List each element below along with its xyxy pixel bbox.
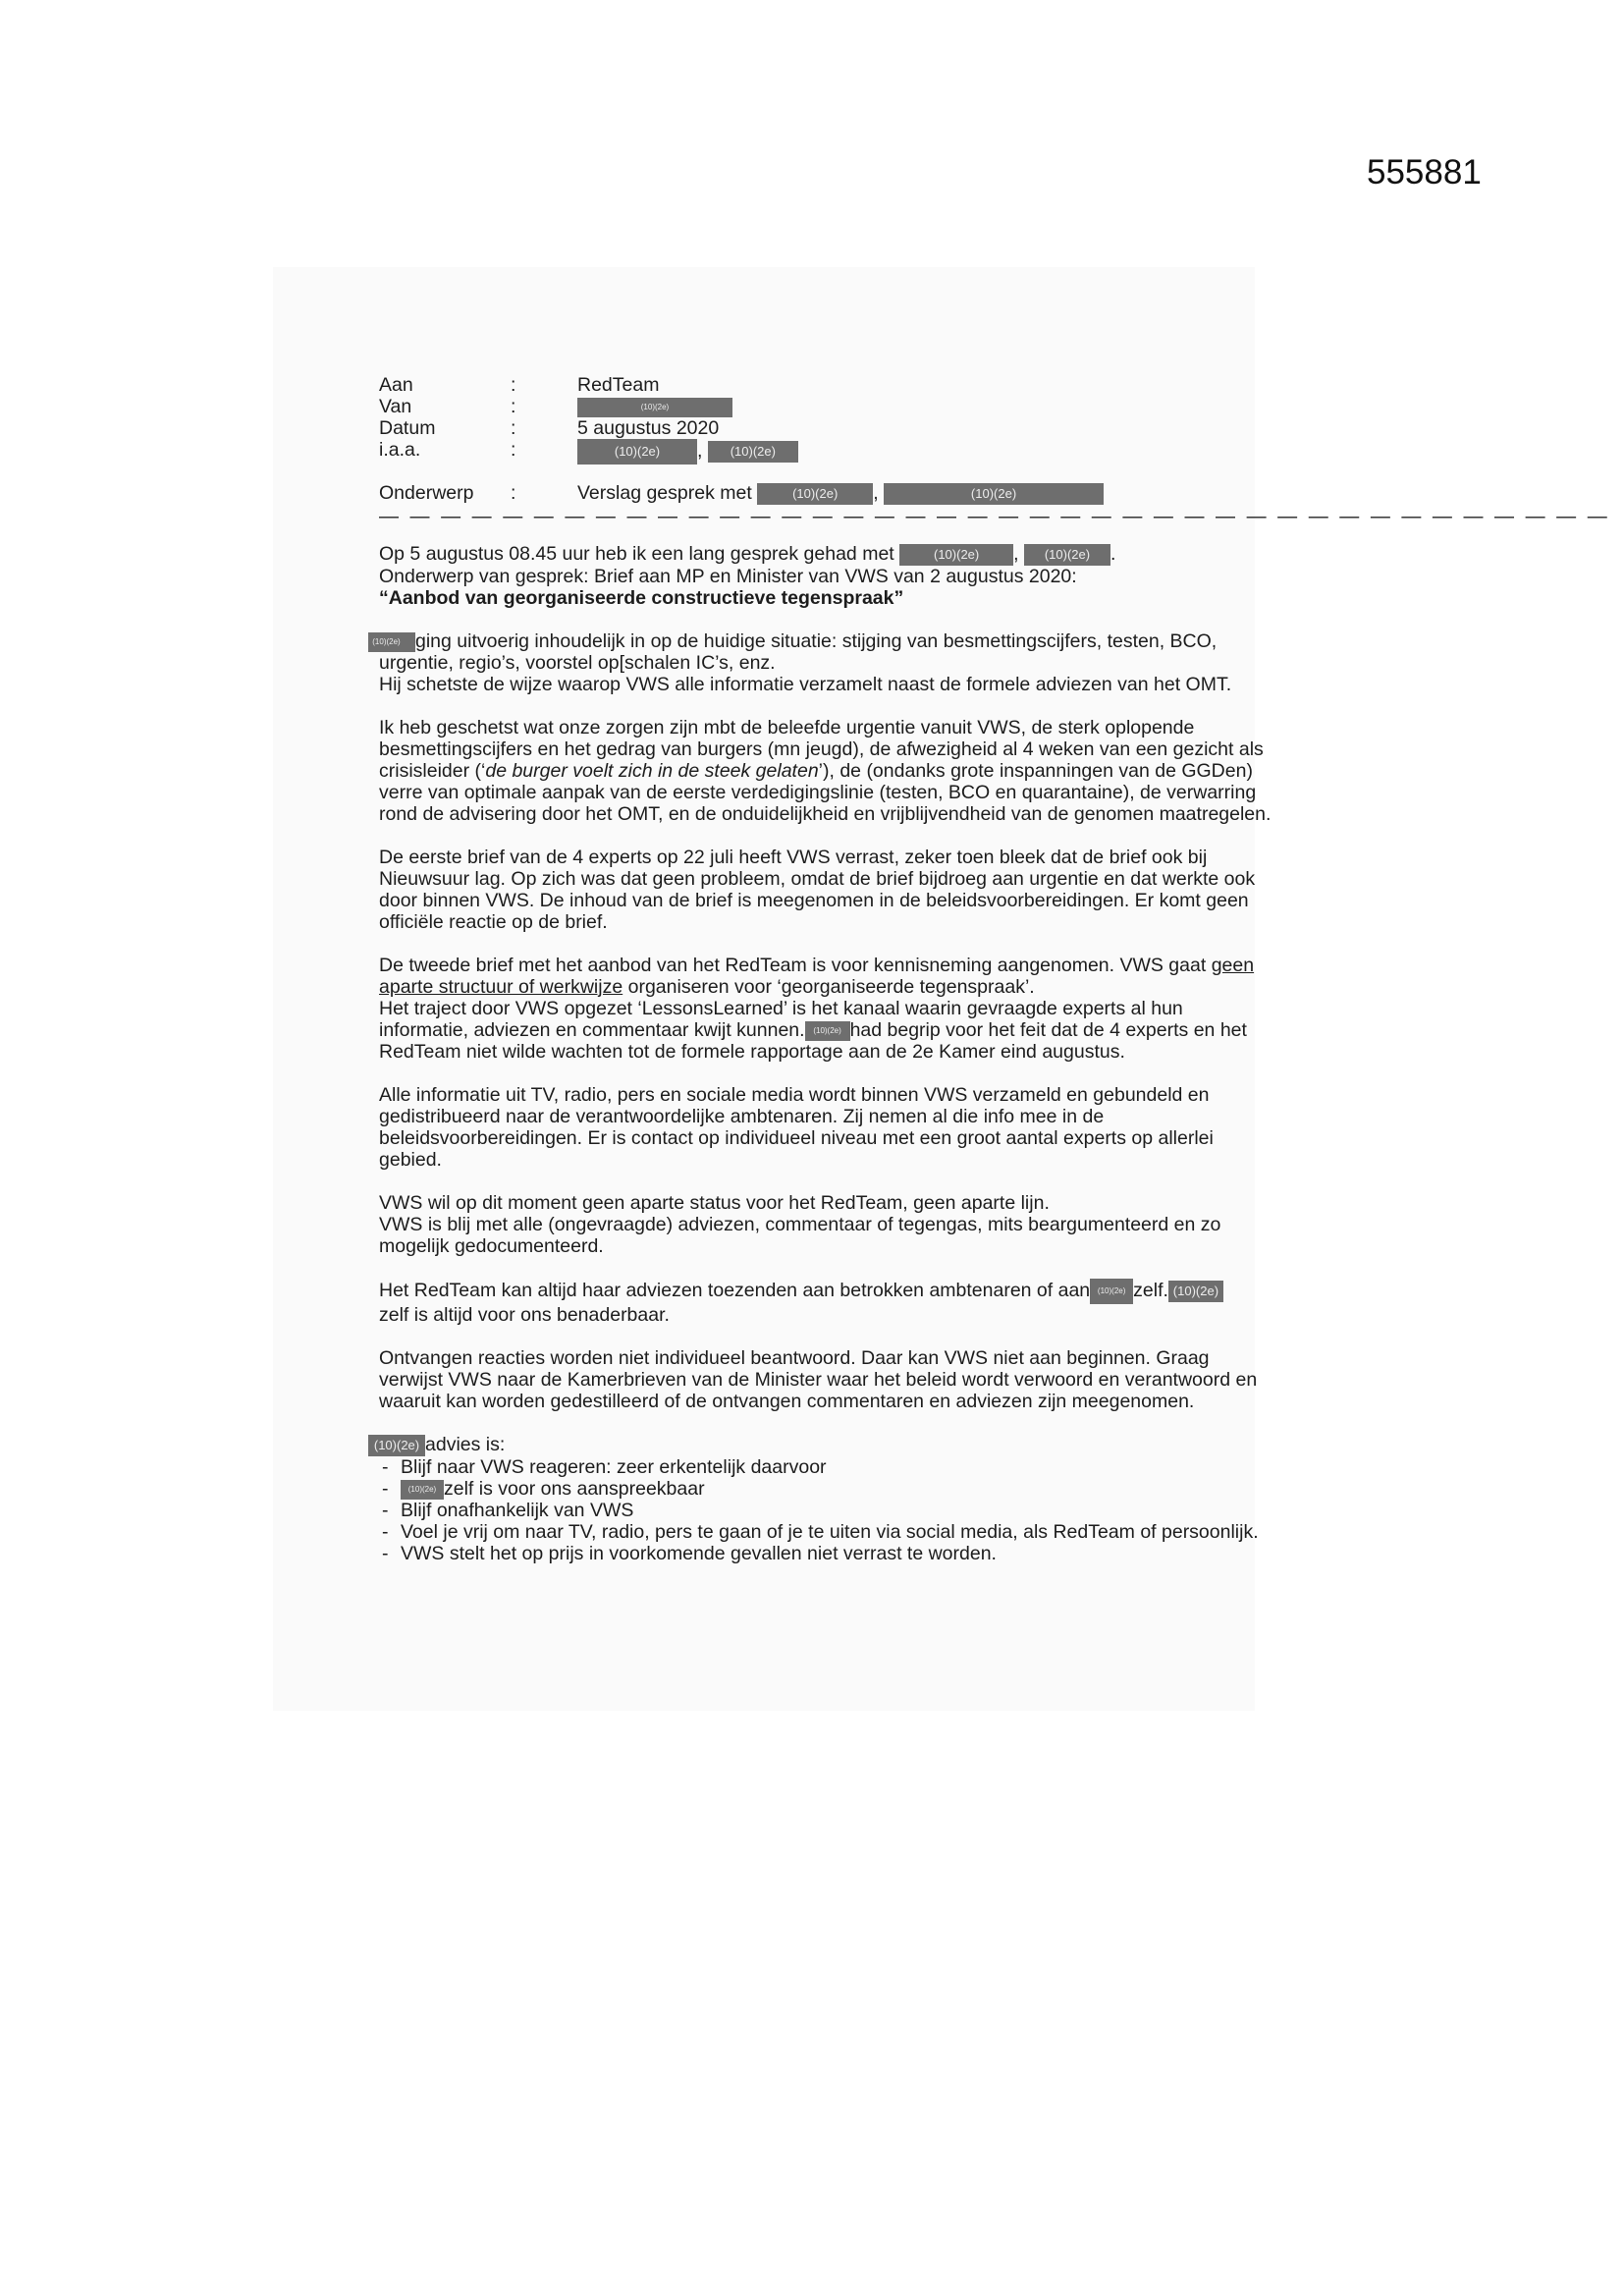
colon: : <box>511 396 516 417</box>
p4-text-d: had begrip voor het feit dat de 4 experts en het RedTeam niet wilde wachten tot de formele rapportage aan de 2e Kamer eind augustus. <box>379 1018 1247 1063</box>
p1-text-b: Hij schetste de wijze waarop VWS alle informatie verzamelt naast de formele adviezen van het OMT. <box>379 673 1232 695</box>
p2-italic: de burger voelt zich in de steek gelaten <box>485 759 819 782</box>
redaction-box: (10)(2e) <box>577 398 732 417</box>
van-label: Van <box>379 396 412 417</box>
p7-text-c: zelf is altijd voor ons benaderbaar. <box>379 1303 670 1326</box>
colon: : <box>511 482 516 504</box>
onderwerp-value: Verslag gesprek met (10)(2e) , (10)(2e) <box>577 482 1104 505</box>
p6-text-a: VWS wil op dit moment geen aparte status voor het RedTeam, geen aparte lijn. <box>379 1191 1050 1214</box>
redaction-box: (10)(2e) <box>757 483 873 505</box>
document-number: 555881 <box>1367 153 1482 191</box>
redaction-box: (10)(2e) <box>1090 1279 1133 1304</box>
paragraph-1 <box>372 629 1272 695</box>
advice-item: - Voel je vrij om naar TV, radio, pers te gaan of je te uiten via social media, als RedTeam of persoonlijk. <box>379 1521 1272 1543</box>
aan-value: RedTeam <box>577 374 660 396</box>
p2-text-b: ’), de (ondanks grote inspanningen van de GGDen) verre van optimale aanpak van de eerste verdedigingslinie (testen, BCO en quarantaine), de verwarring rond de advisering door het OMT, en de onduidelijkheid en vrijblijvendheid van de genomen maatregelen. <box>379 759 1272 825</box>
redaction-box: (10)(2e) <box>805 1021 850 1041</box>
redaction-box: (10)(2e) <box>884 483 1104 505</box>
intro-line-2: Onderwerp van gesprek: Brief aan MP en Minister van VWS van 2 augustus 2020: <box>379 565 1077 587</box>
header-row-van <box>379 396 1272 417</box>
p4-text-a: De tweede brief met het aanbod van het RedTeam is voor kennisneming aangenomen. VWS gaat <box>379 954 1207 976</box>
redaction-box: (10)(2e) <box>368 1435 425 1456</box>
paragraph-2 <box>379 717 1272 825</box>
p7-text-b: zelf. <box>1133 1280 1168 1301</box>
onderwerp-label: Onderwerp <box>379 482 474 504</box>
paragraph-7 <box>379 1279 1272 1326</box>
intro-line-3: “Aanbod van georganiseerde constructieve tegenspraak” <box>379 586 904 609</box>
advice-intro <box>368 1434 1272 1456</box>
paragraph-5: Alle informatie uit TV, radio, pers en sociale media wordt binnen VWS verzameld en gebundeld en gedistribueerd naar de verantwoordelijke ambtenaren. Zij nemen al die info mee in de beleidsvoorbereidingen. Er is contact op individueel niveau met een groot aantal experts op allerlei gebied. <box>379 1083 1214 1171</box>
paragraph-3: De eerste brief van de 4 experts op 22 juli heeft VWS verrast, zeker toen bleek dat de brief ook bij Nieuwsuur lag. Op zich was dat geen probleem, omdat de brief bijdroeg aan urgentie en dat werkte ook door binnen VWS. De inhoud van de brief is meegenomen in de beleidsvoorbereidingen. Er komt geen officiële reactie op de brief. <box>379 846 1256 933</box>
aan-label: Aan <box>379 374 413 396</box>
advice-item-text: zelf is voor ons aanspreekbaar <box>444 1477 705 1500</box>
redaction-box: (10)(2e) <box>708 441 798 463</box>
advice-item: - VWS stelt het op prijs in voorkomende gevallen niet verrast te worden. <box>379 1543 1272 1564</box>
intro-line-1: Op 5 augustus 08.45 uur heb ik een lang gesprek gehad met <box>379 543 894 565</box>
colon: : <box>511 439 516 461</box>
p6-text-b: VWS is blij met alle (ongevraagde) adviezen, commentaar of tegengas, mits beargumenteerd en zo mogelijk gedocumenteerd. <box>379 1213 1221 1257</box>
paragraph-8: Ontvangen reacties worden niet individueel beantwoord. Daar kan VWS niet aan beginnen. Graag verwijst VWS naar de Kamerbrieven van de Minister waar het beleid wordt verwoord en verantwoord en waaruit kan worden gedestilleerd of de ontvangen commentaren en adviezen zijn meegenomen. <box>379 1346 1258 1412</box>
redaction-box: (10)(2e) <box>1168 1281 1223 1302</box>
p1-text-a: ging uitvoerig inhoudelijk in op de huidige situatie: stijging van besmettingscijfers, testen, BCO, urgentie, regio’s, voorstel op[schalen IC’s, enz. <box>379 629 1218 674</box>
paragraph-4 <box>379 955 1272 1063</box>
memo-body <box>372 374 1610 1564</box>
header-row-iaa <box>379 439 1272 461</box>
datum-value: 5 augustus 2020 <box>577 417 720 439</box>
p7-text-a: Het RedTeam kan altijd haar adviezen toezenden aan betrokken ambtenaren of aan <box>379 1280 1091 1301</box>
p2-text-a: Ik heb geschetst wat onze zorgen zijn mbt de beleefde urgentie vanuit VWS, de sterk oplopende besmettingscijfers en het gedrag van burgers (mn jeugd), de afwezigheid al 4 weken van een gezicht als crisisleider (‘ <box>379 716 1264 782</box>
datum-label: Datum <box>379 417 436 439</box>
intro-paragraph: Op 5 augustus 08.45 uur heb ik een lang gesprek gehad met (10)(2e) , (10)(2e) . Onderwerp van gesprek: Brief aan MP en Minister van VWS van 2 augustus 2020: “Aanbod van georganiseerde constructieve tegenspraak” <box>379 543 1116 609</box>
colon: : <box>511 374 516 396</box>
colon: : <box>511 417 516 439</box>
advice-intro-text: advies is: <box>425 1433 506 1455</box>
onderwerp-text: Verslag gesprek met <box>577 482 752 504</box>
redaction-box: (10)(2e) <box>899 544 1013 566</box>
van-value <box>577 396 732 417</box>
advice-list <box>379 1456 1272 1564</box>
header-row-aan <box>379 374 1272 396</box>
advice-item <box>379 1478 1272 1500</box>
p4-underline: geen aparte structuur of werkwijze <box>379 954 1255 998</box>
redaction-box: (10)(2e) <box>368 632 415 652</box>
header-row-datum <box>379 417 1272 439</box>
header-row-onderwerp <box>379 482 1272 504</box>
advice-item: - Blijf naar VWS reageren: zeer erkentelijk daarvoor <box>379 1456 1272 1478</box>
memo-header <box>379 374 1610 527</box>
advice-item: - Blijf onafhankelijk van VWS <box>379 1500 1272 1521</box>
iaa-value: (10)(2e) , (10)(2e) <box>577 439 798 465</box>
separator-line: — — — — — — — — — — — — — — — — — — — — — — — — — — — — — — — — — — — — — — — — <box>379 506 1610 527</box>
p4-text-c: Het traject door VWS opgezet ‘LessonsLearned’ is het kanaal waarin gevraagde experts al hun informatie, adviezen en commentaar kwijt kunnen. <box>379 997 1183 1041</box>
redaction-box: (10)(2e) <box>401 1480 444 1500</box>
iaa-label: i.a.a. <box>379 439 421 461</box>
redaction-box: (10)(2e) <box>1024 544 1110 566</box>
advice-block <box>373 1433 1272 1564</box>
p4-text-b: organiseren voor ‘georganiseerde tegenspraak’. <box>627 975 1035 998</box>
paragraph-6 <box>379 1192 1272 1257</box>
redaction-box: (10)(2e) <box>577 439 697 465</box>
